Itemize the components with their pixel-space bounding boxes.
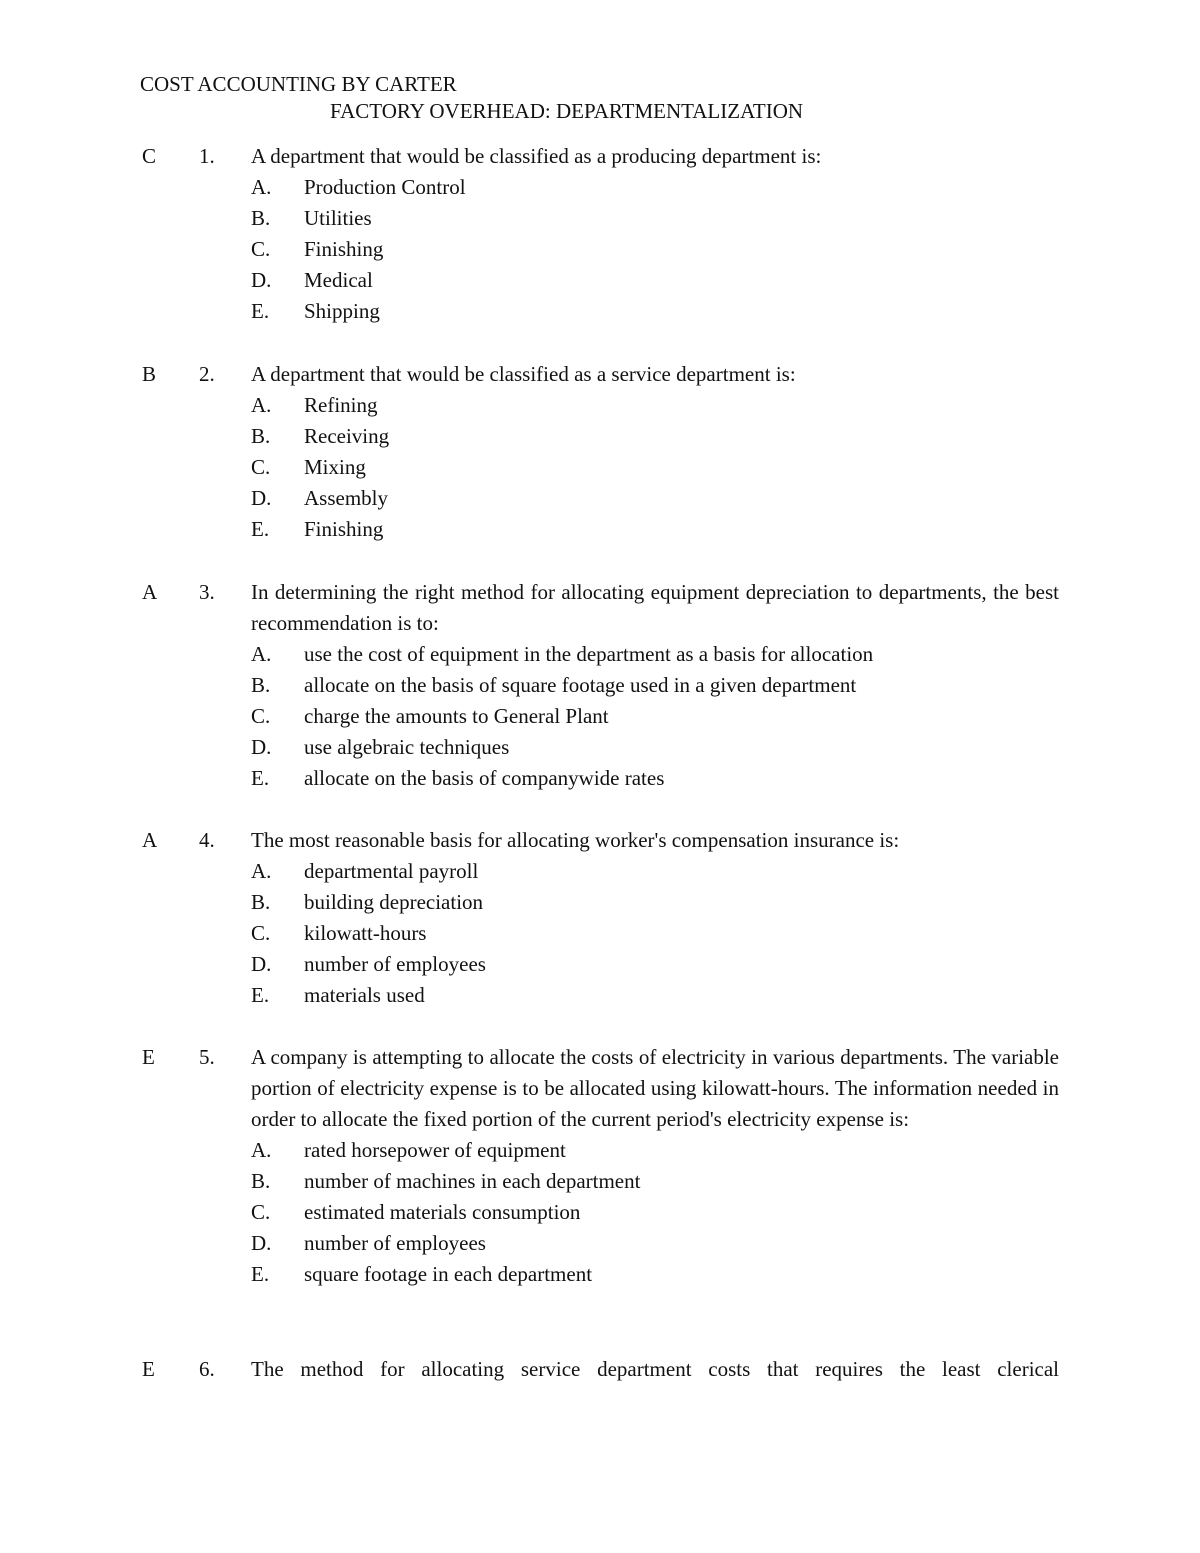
choice-text: Shipping — [304, 299, 380, 323]
choice-letter: D. — [251, 735, 272, 759]
choice-letter: D. — [251, 268, 272, 292]
question-body — [251, 359, 1059, 545]
choice-text: Finishing — [304, 237, 384, 261]
choice-c — [251, 701, 1059, 732]
question-stem: A department that would be classified as a service department is: — [251, 362, 796, 386]
choice-letter: D. — [251, 952, 272, 976]
choice-letter: C. — [251, 921, 271, 945]
choice-text: Medical — [304, 268, 373, 292]
choice-text: number of employees — [304, 1231, 486, 1255]
choice-c — [251, 452, 1059, 483]
answer-key: B — [142, 362, 157, 386]
choice-letter: A. — [251, 175, 272, 199]
answer-key: C — [142, 144, 157, 168]
question-number: 2. — [199, 362, 215, 386]
choice-letter: A. — [251, 859, 272, 883]
answer-key: E — [142, 1357, 155, 1381]
question-body — [251, 141, 1059, 327]
choice-a — [251, 1135, 1059, 1166]
question-number: 6. — [199, 1357, 215, 1381]
choice-letter: C. — [251, 237, 271, 261]
choice-d — [251, 949, 1059, 980]
choice-text: estimated materials consumption — [304, 1200, 581, 1224]
choice-text: use the cost of equipment in the department as a basis for allocation — [304, 642, 874, 666]
choice-d — [251, 732, 1059, 763]
answer-key: A — [142, 828, 158, 852]
question-stem: The method for allocating service department costs that requires the least clerical — [251, 1357, 1059, 1381]
choice-text: Receiving — [304, 424, 390, 448]
question-stem: A company is attempting to allocate the costs of electricity in various departments. The variable portion of electricity expense is to be allocated using kilowatt-hours. The information needed in order to allocate the fixed portion of the current period's electricity expense is: — [251, 1045, 1059, 1131]
question-stem: A department that would be classified as a producing department is: — [251, 144, 822, 168]
question-number: 3. — [199, 580, 215, 604]
choice-text: rated horsepower of equipment — [304, 1138, 566, 1162]
question-body — [251, 1042, 1059, 1290]
choice-text: kilowatt-hours — [304, 921, 427, 945]
question-body — [251, 1354, 1059, 1385]
answer-key: A — [142, 580, 158, 604]
choice-text: building depreciation — [304, 890, 484, 914]
choice-b — [251, 670, 1059, 701]
choice-e — [251, 514, 1059, 545]
choice-letter: D. — [251, 1231, 272, 1255]
choice-d — [251, 265, 1059, 296]
choice-letter: B. — [251, 206, 271, 230]
choice-c — [251, 1197, 1059, 1228]
chapter-title: FACTORY OVERHEAD: DEPARTMENTALIZATION — [330, 99, 804, 123]
choice-a — [251, 172, 1059, 203]
choice-text: Production Control — [304, 175, 466, 199]
choice-text: number of employees — [304, 952, 486, 976]
choice-d — [251, 1228, 1059, 1259]
question-number: 4. — [199, 828, 215, 852]
choice-letter: C. — [251, 1200, 271, 1224]
question-number: 1. — [199, 144, 215, 168]
choice-a — [251, 856, 1059, 887]
choice-letter: E. — [251, 983, 270, 1007]
question-body — [251, 577, 1059, 794]
choice-text: allocate on the basis of companywide rates — [304, 766, 665, 790]
choice-c — [251, 918, 1059, 949]
choice-letter: C. — [251, 704, 271, 728]
choice-letter: E. — [251, 517, 270, 541]
choice-letter: B. — [251, 424, 271, 448]
choice-a — [251, 639, 1059, 670]
question-stem: In determining the right method for allocating equipment depreciation to departments, the best recommendation is to: — [251, 580, 1059, 635]
choice-text: use algebraic techniques — [304, 735, 510, 759]
choice-text: Finishing — [304, 517, 384, 541]
choice-text: departmental payroll — [304, 859, 479, 883]
choice-letter: C. — [251, 455, 271, 479]
choice-letter: E. — [251, 1262, 270, 1286]
course-title: COST ACCOUNTING BY CARTER — [140, 72, 457, 96]
choice-letter: E. — [251, 299, 270, 323]
choice-letter: E. — [251, 766, 270, 790]
choice-text: materials used — [304, 983, 425, 1007]
question-body — [251, 825, 1059, 1011]
choice-c — [251, 234, 1059, 265]
choice-letter: A. — [251, 1138, 272, 1162]
choice-text: Mixing — [304, 455, 366, 479]
choice-text: allocate on the basis of square footage used in a given department — [304, 673, 857, 697]
choice-e — [251, 1259, 1059, 1290]
answer-key: E — [142, 1045, 155, 1069]
choice-text: Refining — [304, 393, 378, 417]
choice-text: charge the amounts to General Plant — [304, 704, 609, 728]
choice-b — [251, 203, 1059, 234]
choice-letter: D. — [251, 486, 272, 510]
choice-d — [251, 483, 1059, 514]
choice-text: Assembly — [304, 486, 388, 510]
choice-letter: B. — [251, 673, 271, 697]
choice-b — [251, 1166, 1059, 1197]
choice-a — [251, 390, 1059, 421]
choice-letter: A. — [251, 393, 272, 417]
question-number: 5. — [199, 1045, 215, 1069]
choice-b — [251, 887, 1059, 918]
choice-letter: A. — [251, 642, 272, 666]
choice-text: Utilities — [304, 206, 372, 230]
choice-letter: B. — [251, 890, 271, 914]
question-stem: The most reasonable basis for allocating worker's compensation insurance is: — [251, 828, 900, 852]
choice-e — [251, 980, 1059, 1011]
choice-e — [251, 763, 1059, 794]
choice-text: square footage in each department — [304, 1262, 593, 1286]
choice-b — [251, 421, 1059, 452]
choice-e — [251, 296, 1059, 327]
choice-text: number of machines in each department — [304, 1169, 641, 1193]
choice-letter: B. — [251, 1169, 271, 1193]
